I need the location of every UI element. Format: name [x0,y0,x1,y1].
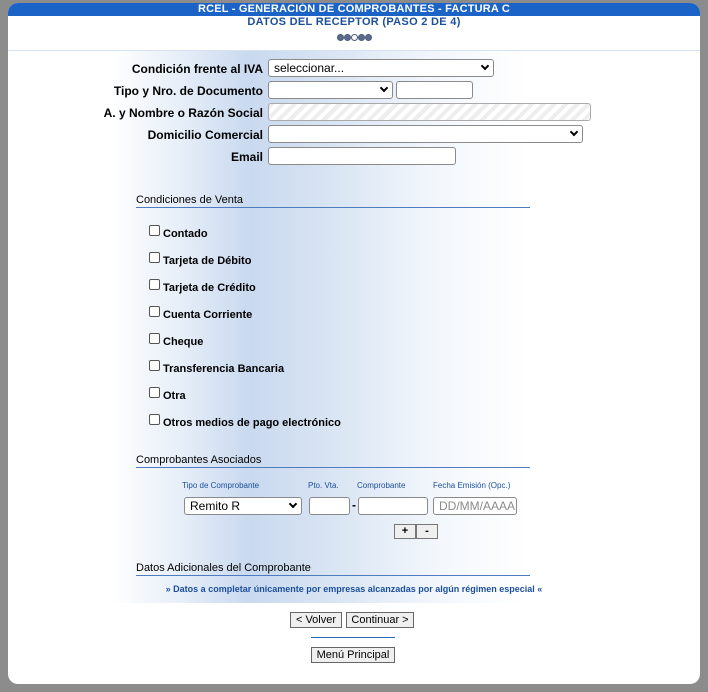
col-tipo-comprobante: Tipo de Comprobante [182,481,260,490]
step-dot-icon [365,34,372,41]
menu-principal-button[interactable]: Menú Principal [311,647,395,663]
checkbox-contado[interactable] [149,225,160,236]
checkbox-label: Cuenta Corriente [163,309,253,321]
domicilio-label: Domicilio Comercial [147,128,263,142]
tipo-doc-select[interactable] [268,81,393,99]
separator-dash: - [352,498,356,512]
comprobantes-asociados-title: Comprobantes Asociados [136,454,530,468]
step-indicator [8,29,700,47]
checkbox-label: Otra [163,390,186,402]
checkbox-cuenta-corriente[interactable] [149,306,160,317]
condiciones-venta-title: Condiciones de Venta [136,194,530,208]
checkbox-otra[interactable] [149,387,160,398]
chevron-down-icon [481,62,489,70]
tipo-comprobante-value: Remito R [190,499,241,513]
step-dot-current-icon [351,34,358,41]
condicion-iva-label: Condición frente al IVA [131,62,263,76]
tipo-doc-label: Tipo y Nro. de Documento [113,84,263,98]
checkbox-label: Transferencia Bancaria [163,363,285,375]
checkbox-label: Tarjeta de Crédito [163,282,256,294]
col-fecha-emision: Fecha Emisión (Opc.) [433,481,511,490]
checkbox-tarjeta-credito[interactable] [149,279,160,290]
col-pto-vta: Pto. Vta. [308,481,339,490]
checkbox-transferencia[interactable] [149,360,160,371]
tipo-comprobante-select[interactable] [184,497,302,515]
condicion-iva-select[interactable] [268,59,494,77]
page-title: RCEL - GENERACIÓN DE COMPROBANTES - FACTURA C [8,3,700,16]
chevron-down-icon [289,500,297,508]
row-condicion-iva [8,59,700,79]
condicion-iva-value: seleccionar... [274,61,345,75]
row-razon-social [8,103,700,123]
row-email [8,147,700,167]
email-input[interactable] [268,147,456,165]
datos-adicionales-title: Datos Adicionales del Comprobante [136,562,530,576]
nro-doc-input[interactable] [396,81,473,99]
remove-comprobante-button[interactable]: - [416,524,438,539]
divider [311,637,395,638]
razon-social-label: A. y Nombre o Razón Social [103,106,263,120]
step-dot-icon [337,34,344,41]
continuar-button[interactable]: Continuar > [346,612,414,628]
checkbox-label: Contado [163,228,208,240]
checkbox-cheque[interactable] [149,333,160,344]
row-domicilio [8,125,700,145]
main-window [8,3,700,684]
chevron-down-icon [570,128,578,136]
fecha-emision-input[interactable]: DD/MM/AAAA [433,497,517,515]
razon-social-input[interactable] [268,103,591,121]
checkbox-label: Tarjeta de Débito [163,255,252,267]
comprobante-input[interactable] [358,497,428,515]
datos-adicionales-note[interactable]: » Datos a completar únicamente por empresas alcanzadas por algún régimen especial « [165,584,543,594]
checkbox-label: Cheque [163,336,204,348]
step-dot-icon [344,34,351,41]
step-dot-icon [358,34,365,41]
row-tipo-doc [8,81,700,101]
chevron-down-icon [380,84,388,92]
checkbox-label: Otros medios de pago electrónico [163,417,341,429]
add-comprobante-button[interactable]: + [394,524,416,539]
col-comprobante: Comprobante [357,481,406,490]
volver-button[interactable]: < Volver [290,612,342,628]
page-subtitle: DATOS DEL RECEPTOR (PASO 2 DE 4) [8,16,700,29]
pto-vta-input[interactable] [309,497,350,515]
domicilio-select[interactable] [268,125,583,143]
checkbox-otros-electronico[interactable] [149,414,160,425]
form-area [8,50,700,603]
checkbox-tarjeta-debito[interactable] [149,252,160,263]
email-label: Email [230,150,263,164]
